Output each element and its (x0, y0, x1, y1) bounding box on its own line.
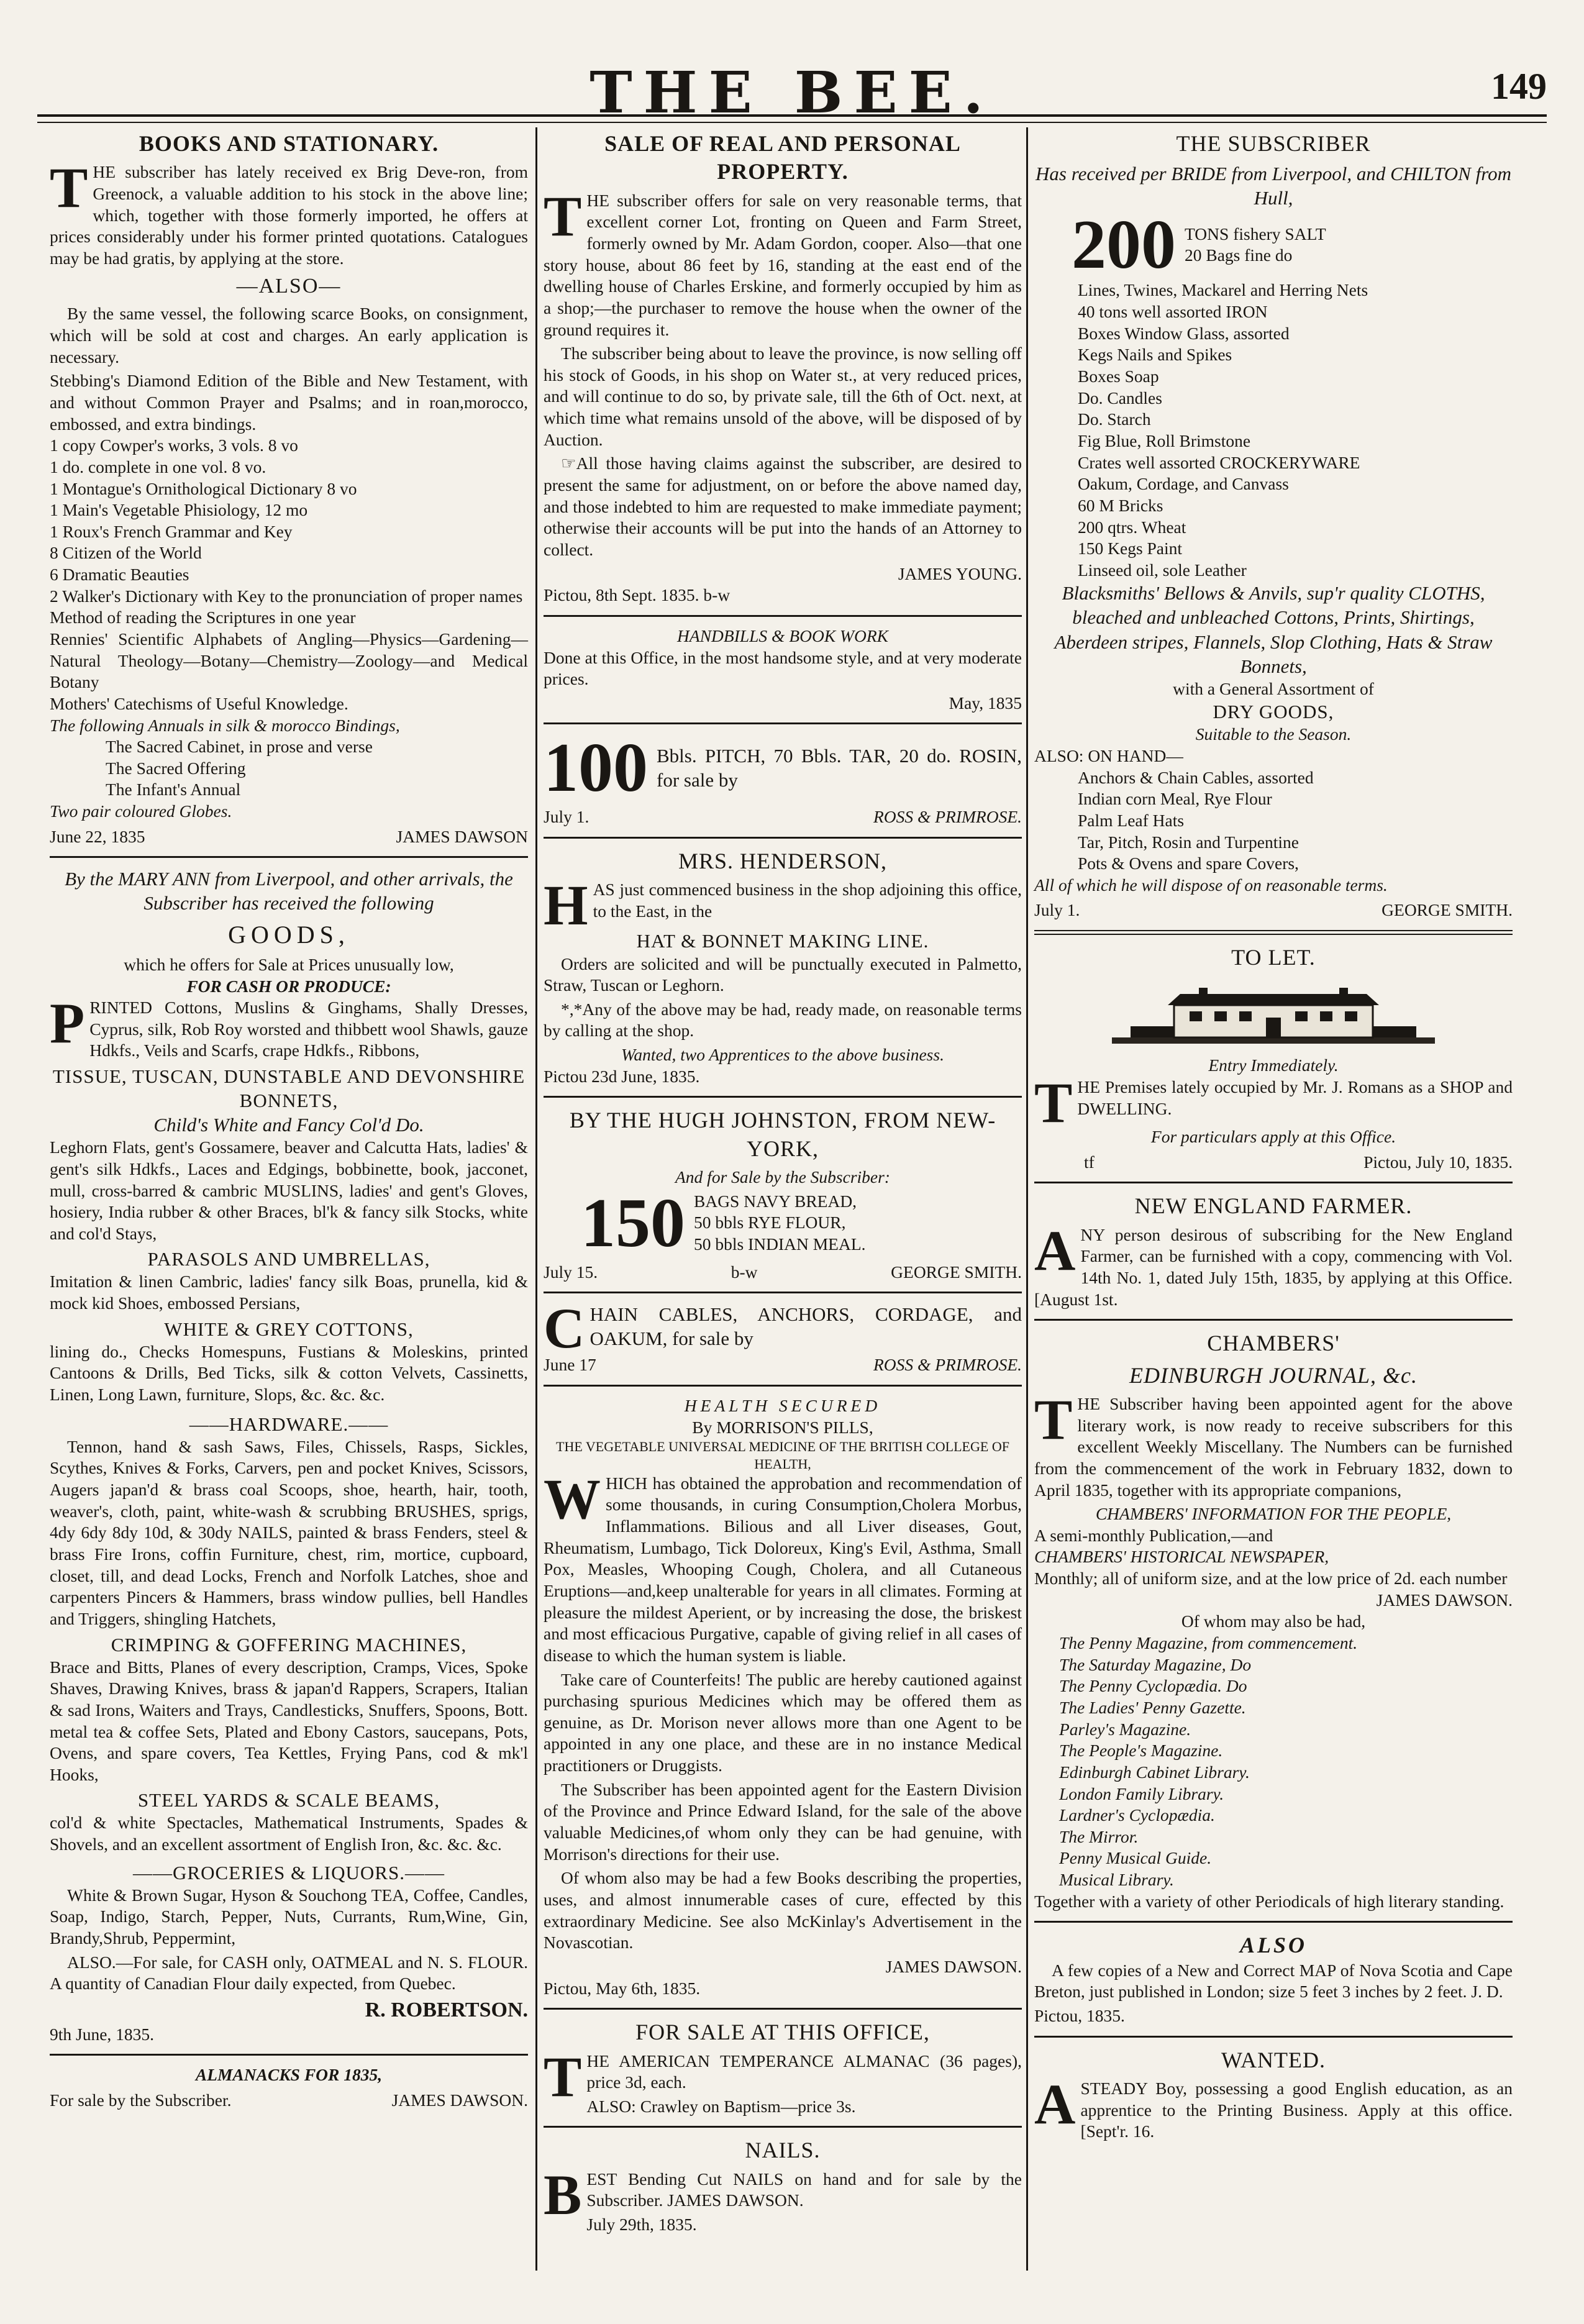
chains-signature (544, 1354, 1022, 1376)
sale-p1: THE subscriber offers for sale on very reasonable terms, that excellent corner Lot, fronting on Queen and Farm Street, formerly owned by Mr. Adam Gordon, cooper. Also—that one story house, about 86 feet by 16, standing at the east end of the dwelling house of Charles Erskine, and formerly occupied by him as a shop;—the purchaser to remove the house when the owner of the ground requires it. (544, 184, 1022, 339)
chambers-monthly: Monthly; all of uniform size, and at the low price of 2d. each number (1034, 1569, 1508, 1588)
also-item: Tar, Pitch, Rosin and Turpentine (1078, 832, 1299, 852)
pitch-signature (544, 806, 1022, 828)
goods-terms: FOR CASH OR PRODUCE: (186, 976, 391, 996)
lining-text: lining do., Checks Homespuns, Fustians & Moleskins, printed Cantoons & Drills, Bed Ticks, silk & cotton Velvets, Cassinetts, Linen, Long Lawn, furniture, Slops, &c. &c. &c. (50, 1341, 528, 1405)
also-map-text: A few copies of a New and Correct MAP of Nova Scotia and Cape Breton, just published in London; size 5 feet 3 inches by 2 feet. J. D. (1034, 1960, 1513, 2002)
tolet-text: THE Premises lately occupied by Mr. J. Romans as a SHOP and DWELLING. (1034, 1071, 1513, 1135)
book-item: 8 Citizen of the World (50, 543, 202, 563)
salt-line: TONS fishery SALT (1185, 224, 1326, 244)
column-left (50, 127, 528, 2115)
periodicals-list (1034, 1633, 1513, 1891)
tolet-entry: Entry Immediately. (1208, 1055, 1339, 1075)
steel-text: col'd & white Spectacles, Mathematical Instruments, Spades & Shovels, and an excellent assortment of English Iron, &c. &c. &c. (50, 1813, 528, 1854)
chambers-signer: JAMES DAWSON. (1376, 1590, 1513, 1610)
dry-goods: DRY GOODS, (1213, 701, 1334, 723)
chains-signer: ROSS & PRIMROSE. (873, 1355, 1022, 1375)
johnston-signer: GEORGE SMITH. (891, 1262, 1022, 1282)
column-rule-left (535, 127, 537, 2271)
house-illustration (1112, 975, 1435, 1050)
also-map-heading: ALSO (1239, 1933, 1308, 1958)
salt-lines (1185, 224, 1326, 267)
stock-item: 40 tons well assorted IRON (1078, 302, 1268, 322)
general-line: with a General Assortment of (1173, 678, 1374, 698)
johnston-heading: BY THE HUGH JOHNSTON, FROM NEW-YORK, (569, 1108, 996, 1161)
salt-line: 20 Bags fine do (1185, 245, 1293, 265)
health-date: Pictou, May 6th, 1835. (544, 1978, 701, 1998)
pitch-date: July 1. (544, 807, 589, 827)
parasols-heading: PARASOLS AND UMBRELLAS, (147, 1248, 430, 1270)
goods-date: 9th June, 1835. (50, 2024, 155, 2044)
annual-item: The Sacred Offering (106, 758, 246, 778)
subscriber-date: July 1. (1034, 900, 1080, 920)
subscriber-signature (1034, 900, 1513, 921)
pitch-text: Bbls. PITCH, 70 Bbls. TAR, 20 do. ROSIN, for sale by (657, 745, 1022, 791)
also-list (1034, 767, 1513, 875)
leghorn-text: Leghorn Flats, gent's Gossamere, beaver and Calcutta Hats, ladies' & gent's silk Hdkfs., Laces and Edgings, bobbinette, book, jacconet, mull, cross-barred & cambric MUSLINS, ladies' and gent's Gloves, hosiery, India rubber & other Braces, bl'k & fancy silk Stocks, white and col'd Stays, (50, 1137, 528, 1243)
subscriber-signer: GEORGE SMITH. (1381, 900, 1513, 920)
separator (544, 722, 1022, 724)
also-map-date: Pictou, 1835. (1034, 2006, 1125, 2025)
book-item: Mothers' Catechisms of Useful Knowledge. (50, 693, 348, 713)
stock-item: Boxes Soap (1078, 367, 1159, 386)
also-item: Anchors & Chain Cables, assorted (1078, 767, 1314, 787)
steel-heading: STEEL YARDS & SCALE BEAMS, (137, 1789, 440, 1811)
stock-item: Do. Starch (1078, 409, 1151, 429)
separator (50, 2054, 528, 2056)
separator (544, 2008, 1022, 2010)
farmer-heading: NEW ENGLAND FARMER. (1134, 1193, 1413, 1219)
stock-item: 150 Kegs Paint (1078, 539, 1183, 558)
chambers-heading: CHAMBERS' (1207, 1331, 1340, 1356)
stock-item: 60 M Bricks (1078, 495, 1163, 515)
page-number: 149 (1491, 66, 1547, 107)
separator (544, 615, 1022, 617)
childs-line: Child's White and Fancy Col'd Do. (153, 1114, 424, 1136)
book-item: 1 do. complete in one vol. 8 vo. (50, 457, 266, 476)
chambers-together: Together with a variety of other Periodicals of high literary standing. (1034, 1891, 1504, 1911)
separator (1034, 1182, 1513, 1183)
johnston-signature (544, 1262, 1022, 1283)
groceries-heading: ——GROCERIES & LIQUORS.—— (133, 1861, 445, 1884)
handbills-date: May, 1835 (949, 693, 1022, 713)
dispose-text: All of which he will dispose of on reasonable terms. (1034, 875, 1388, 895)
goods-heading: GOODS, (228, 920, 350, 949)
masthead-title: THE BEE. (589, 59, 995, 126)
johnston-item: 50 bbls RYE FLOUR, (694, 1213, 846, 1233)
goods-intro: By the MARY ANN from Liverpool, and other arrivals, the Subscriber has received the following (65, 868, 513, 914)
johnston-item: BAGS NAVY BREAD, (694, 1191, 857, 1211)
henderson-p1: HAS just commenced business in the shop adjoining this office, to the East, in the (544, 873, 1022, 937)
stock-item: Boxes Window Glass, assorted (1078, 323, 1290, 343)
pitch-signer: ROSS & PRIMROSE. (873, 807, 1022, 827)
annual-item: The Sacred Cabinet, in prose and verse (106, 737, 373, 757)
periodical-item: The Mirror. (1059, 1826, 1139, 1846)
health-signer: JAMES DAWSON. (885, 1956, 1022, 1976)
book-item: 1 Roux's French Grammar and Key (50, 521, 293, 541)
stock-item: Lines, Twines, Mackarel and Herring Nets (1078, 280, 1368, 300)
globes: Two pair coloured Globes. (50, 801, 232, 821)
chambers-hist: CHAMBERS' HISTORICAL NEWSPAPER, (1034, 1547, 1329, 1567)
stock-item: Crates well assorted CROCKERYWARE (1078, 452, 1360, 472)
stock-item: Oakum, Cordage, and Canvass (1078, 474, 1289, 494)
nails-heading: NAILS. (745, 2138, 821, 2163)
also-item: Indian corn Meal, Rye Flour (1078, 789, 1272, 809)
sale-signer: JAMES YOUNG. (898, 563, 1022, 583)
tolet-particulars: For particulars apply at this Office. (1150, 1127, 1396, 1147)
periodical-item: London Family Library. (1059, 1784, 1224, 1803)
tolet-signature (1034, 1152, 1513, 1173)
books-intro: THE subscriber has lately received ex Brig Deve-ron, from Greenock, a valuable addition to his stock in the above line; which, together with those formerly imported, he offers at prices considerably under his former printed quotations. Catalogues may be had gratis, by applying at the store. (50, 156, 528, 268)
periodical-item: The Saturday Magazine, Do (1059, 1654, 1252, 1674)
periodical-item: Edinburgh Cabinet Library. (1059, 1762, 1250, 1782)
annual-item: The Infant's Annual (106, 780, 241, 800)
separator (544, 1385, 1022, 1387)
hardware-heading: ——HARDWARE.—— (189, 1413, 389, 1435)
johnston-items (694, 1191, 866, 1255)
masthead-rule (37, 114, 1547, 123)
chains-text: CHAIN CABLES, ANCHORS, CORDAGE, and OAKUM, for sale by (544, 1296, 1022, 1360)
farmer-text: ANY person desirous of subscribing for the New England Farmer, can be furnished with a copy, commencing with Vol. 14th No. 1, dated July 15th, 1835, by applying at this Office. [August 1st. (1034, 1218, 1513, 1309)
forsale-also: ALSO: Crawley on Baptism—price 3s. (586, 2096, 856, 2116)
books-signature (50, 826, 528, 848)
sale-date: Pictou, 8th Sept. 1835. b-w (544, 585, 731, 605)
books-signer: JAMES DAWSON (396, 826, 528, 846)
periodical-item: Musical Library. (1059, 1870, 1174, 1890)
goods-signer: R. ROBERTSON. (365, 1998, 528, 2022)
groceries-text: White & Brown Sugar, Hyson & Souchong TEA, Coffee, Candles, Soap, Indigo, Starch, Pepper, Nuts, Currants, Rum,Wine, Gin, Brandy,Shrub, Peppermint, (50, 1885, 528, 1948)
health-p4: Of whom also may be had a few Books describing the properties, uses, and almost innumerable cases of cure, effected by this extraordinary Medicine. See also McKinlay's Advertisement in the Novascotian. (544, 1868, 1022, 1953)
periodical-item: The Ladies' Penny Gazette. (1059, 1697, 1246, 1717)
imitation-text: Imitation & linen Cambric, ladies' fancy silk Boas, prunella, kid & mock kid Shoes, embossed Persians, (50, 1272, 528, 1313)
subscriber-sub: Has received per BRIDE from Liverpool, and CHILTON from Hull, (1036, 163, 1511, 209)
henderson-line: HAT & BONNET MAKING LINE. (636, 930, 929, 952)
separator (544, 837, 1022, 839)
separator (50, 856, 528, 858)
masthead (0, 59, 1584, 126)
books-date: June 22, 1835 (50, 826, 145, 846)
book-item: 1 Montague's Ornithological Dictionary 8 vo (50, 478, 357, 498)
forsale-heading: FOR SALE AT THIS OFFICE, (635, 2020, 930, 2045)
tissue-heading: TISSUE, TUSCAN, DUNSTABLE AND DEVONSHIRE BONNETS, (52, 1065, 526, 1112)
henderson-heading: MRS. HENDERSON, (678, 849, 888, 874)
salt-ad (1034, 206, 1513, 284)
health-sub: THE VEGETABLE UNIVERSAL MEDICINE OF THE BRITISH COLLEGE OF HEALTH, (556, 1439, 1009, 1472)
johnston-ad (544, 1184, 1022, 1262)
almanacks-heading: ALMANACKS FOR 1835, (195, 2065, 383, 2085)
chambers-heading-2: EDINBURGH JOURNAL, &c. (1129, 1362, 1418, 1388)
periodical-item: The Penny Cyclopædia. Do (1059, 1676, 1247, 1696)
books-list (50, 370, 528, 714)
book-item: 2 Walker's Dictionary with Key to the pronunciation of proper names (50, 586, 523, 606)
books-also: —ALSO— (236, 274, 342, 298)
sale-heading: SALE OF REAL AND PERSONAL PROPERTY. (604, 131, 961, 185)
books-also-text: By the same vessel, the following scarce Books, on consignment, which will be sold at cost and charges. An early application is necessary. (50, 304, 528, 367)
books-heading: BOOKS AND STATIONARY. (139, 131, 439, 156)
henderson-wanted: Wanted, two Apprentices to the above business. (621, 1045, 944, 1065)
almanacks-signer: JAMES DAWSON. (391, 2090, 528, 2110)
johnston-date: July 15. (544, 1262, 598, 1282)
tolet-date: Pictou, July 10, 1835. (1363, 1152, 1513, 1172)
subscriber-heading: THE SUBSCRIBER (1176, 131, 1371, 156)
nails-text: BEST Bending Cut NAILS on hand and for sale by the Subscriber. JAMES DAWSON. (544, 2162, 1022, 2226)
wanted-text: ASTEADY Boy, possessing a good English education, as an apprentice to the Printing Business. Apply at this office. [Sept'r. 16. (1034, 2072, 1513, 2141)
tolet-mark: tf (1084, 1152, 1095, 1172)
season-line: Suitable to the Season. (1195, 724, 1352, 744)
stock-item: Kegs Nails and Spikes (1078, 345, 1232, 365)
book-item: 6 Dramatic Beauties (50, 565, 189, 585)
health-p2: Take care of Counterfeits! The public are hereby cautioned against purchasing spurious Medicines which may be offered them as genuine, as Dr. Morison never allows more than one Agent to be appointed in any one place, and these are in no instance Medical practitioners or Druggists. (544, 1669, 1022, 1775)
chambers-also-had: Of whom may also be had, (1181, 1611, 1366, 1631)
column-middle (544, 127, 1022, 2236)
column-right (1034, 127, 1513, 2145)
henderson-p2: Orders are solicited and will be punctually executed in Palmetto, Straw, Tuscan or Leghorn. (544, 954, 1022, 995)
johnston-sub: And for Sale by the Subscriber: (675, 1167, 890, 1187)
handbills-text: Done at this Office, in the most handsome style, and at very moderate prices. (544, 647, 1022, 689)
column-rule-right (1026, 127, 1028, 2271)
health-by: By MORRISON'S PILLS, (692, 1417, 873, 1437)
goods-offer: which he offers for Sale at Prices unusually low, (124, 954, 454, 974)
sale-p2: The subscriber being about to leave the province, is now selling off his stock of Goods, in his shop on Water st., at very reduced prices, and will continue to do so, by private sale, till the 6th of Oct. next, at which time what remains unsold of the above, will be disposed of by Auction. (544, 344, 1022, 449)
periodical-item: Lardner's Cyclopædia. (1059, 1805, 1215, 1825)
health-heading: HEALTH SECURED (684, 1396, 881, 1416)
book-item: 1 copy Cowper's works, 3 vols. 8 vo (50, 435, 298, 455)
chambers-info: CHAMBERS' INFORMATION FOR THE PEOPLE, (1095, 1504, 1452, 1524)
brace-text: Brace and Bitts, Planes of every description, Cramps, Vices, Spoke Shaves, Drawing Knives, brass & japan'd Rappers, Scrapers, Italian & sad Irons, Waiters and Trays, Candlesticks, Snuffers, Spoons, Bott. metal tea & coffee Sets, Plated and Ebony Castors, saucepans, Pots, Ovens, and spare covers, Tea Kettles, Frying Pans, cod & mk'l Hooks, (50, 1657, 528, 1784)
goods-printed: PRINTED Cottons, Muslins & Ginghams, Shally Dresses, Cyprus, silk, Rob Roy worsted and thibbett wool Shawls, gauze Hdkfs., Veils and Scarfs, crape Hdkfs., Ribbons, (50, 991, 528, 1060)
stock-item: Linseed oil, sole Leather (1078, 560, 1247, 580)
johnston-item: 50 bbls INDIAN MEAL. (694, 1234, 866, 1254)
salt-big-number: 200 (1072, 206, 1176, 284)
almanacks-line (50, 2090, 528, 2112)
separator (544, 1292, 1022, 1293)
henderson-date: Pictou 23d June, 1835. (544, 1066, 700, 1086)
sale-p3: ☞All those having claims against the subscriber, are desired to present the same for adjustment, on or before the above named day, and those indebted to him are requested to make immediate payment; otherwise their accounts will be put into the hands of an Attorney to collect. (544, 453, 1022, 559)
separator (544, 2126, 1022, 2128)
chains-date: June 17 (544, 1355, 596, 1375)
chambers-p1: THE Subscriber having been appointed agent for the above literary work, is now ready to receive subscribers for this excellent Weekly Miscellany. The Numbers can be furnished from the commencement of the work in February 1832, down to April 1835, together with its appropriate companions, (1034, 1387, 1513, 1500)
pitch-ad (544, 729, 1022, 807)
periodical-item: Parley's Magazine. (1059, 1719, 1191, 1739)
book-item: Rennies' Scientific Alphabets of Angling—Physics—Gardening—Natural Theology—Botany—Chemistry—Zoology—and Medical Botany (50, 629, 528, 692)
annuals-heading: The following Annuals in silk & morocco Bindings, (50, 715, 400, 735)
subscriber-list (1034, 280, 1513, 581)
stock-item: 200 qtrs. Wheat (1078, 517, 1186, 537)
book-item: Method of reading the Scriptures in one year (50, 608, 356, 627)
forsale-text: THE AMERICAN TEMPERANCE ALMANAC (36 pages), price 3d, each. (544, 2044, 1022, 2108)
periodical-item: The Penny Magazine, from commencement. (1059, 1633, 1358, 1653)
also-on-hand: ALSO: ON HAND— (1034, 745, 1183, 765)
chambers-semi: A semi-monthly Publication,—and (1034, 1525, 1273, 1545)
separator (1034, 1921, 1513, 1923)
henderson-p3: *,*Any of the above may be had, ready made, on reasonable terms by calling at the shop. (544, 999, 1022, 1041)
almanacks-text: For sale by the Subscriber. (50, 2090, 232, 2110)
also-sale-text: ALSO.—For sale, for CASH only, OATMEAL and N. S. FLOUR. A quantity of Canadian Flour daily expected, from Quebec. (50, 1952, 528, 1994)
handbills-heading: HANDBILLS & BOOK WORK (677, 626, 888, 645)
stock-item: Fig Blue, Roll Brimstone (1078, 431, 1251, 450)
wanted-heading: WANTED. (1221, 2047, 1326, 2072)
book-item: 1 Main's Vegetable Phisiology, 12 mo (50, 500, 308, 520)
white-heading: WHITE & GREY COTTONS, (164, 1318, 414, 1340)
crimping-heading: CRIMPING & GOFFERING MACHINES, (111, 1633, 467, 1656)
nails-date: July 29th, 1835. (586, 2215, 697, 2235)
stock-item: Do. Candles (1078, 388, 1162, 408)
also-item: Pots & Ovens and spare Covers, (1078, 854, 1299, 873)
johnston-mark: b-w (731, 1262, 758, 1282)
separator (1034, 930, 1513, 935)
separator (1034, 2036, 1513, 2038)
tolet-heading: TO LET. (1231, 945, 1316, 970)
health-p1: WHICH has obtained the approbation and recommendation of some thousands, in curing Consumption,Cholera Morbus, Inflammations. Bilious and all Liver diseases, Gout, Rheumatism, Lumbago, Tick Doloreux, King's Evil, Asthma, Small Pox, Measles, Whooping Cough, Cholera, and all Cutaneous Eruptions—and,keep unalterable for years in all climates. Forming at pleasure the mildest Aperient, or by increasing the dose, the briskest and most efficacious Purgative, capable of giving relief in all cases of disease to which the human system is liable. (544, 1467, 1022, 1665)
hardware-text: Tennon, hand & sash Saws, Files, Chissels, Rasps, Sickles, Scythes, Knives & Forks, Carvers, pen and pocket Knives, Scissors, Augers japan'd & brass coal Scoops, shoe, hearth, hair, tooth, weaver's, cloth, paint, white-wash & scrubbing BRUSHES, sprigs, 4dy 6dy 8dy 10d, & 30dy NAILS, painted & brass Fenders, steel & brass Fire Irons, coffin Furniture, chest, rim, mortice, cupboard, closet, till, and dead Locks, French and Norfolk Latches, shoe and carpenters Pincers & Hammers, brass window pullies, bell Handles and Triggers, shingling Hatchets, (50, 1436, 528, 1628)
separator (1034, 1319, 1513, 1321)
separator (544, 1096, 1022, 1098)
pitch-big-number: 100 (544, 729, 648, 807)
cloths-text: Blacksmiths' Bellows & Anvils, sup'r quality CLOTHS, bleached and unbleached Cottons, Prints, Shirtings, Aberdeen stripes, Flannels, Slop Clothing, Hats & Straw Bonnets, (1054, 582, 1493, 677)
periodical-item: Penny Musical Guide. (1059, 1848, 1212, 1868)
johnston-big-number: 150 (581, 1184, 685, 1262)
health-p3: The Subscriber has been appointed agent for the Eastern Division of the Province and Prince Edward Island, for the sale of the above valuable Medicines,of whom only they can be had genuine, with Morrison's directions for their use. (544, 1779, 1022, 1864)
periodical-item: The People's Magazine. (1059, 1741, 1223, 1761)
also-item: Palm Leaf Hats (1078, 810, 1185, 830)
book-item: Stebbing's Diamond Edition of the Bible and New Testament, with and without Common Prayer and Psalms; and in roan,morocco, embossed, and extra bindings. (50, 371, 528, 434)
